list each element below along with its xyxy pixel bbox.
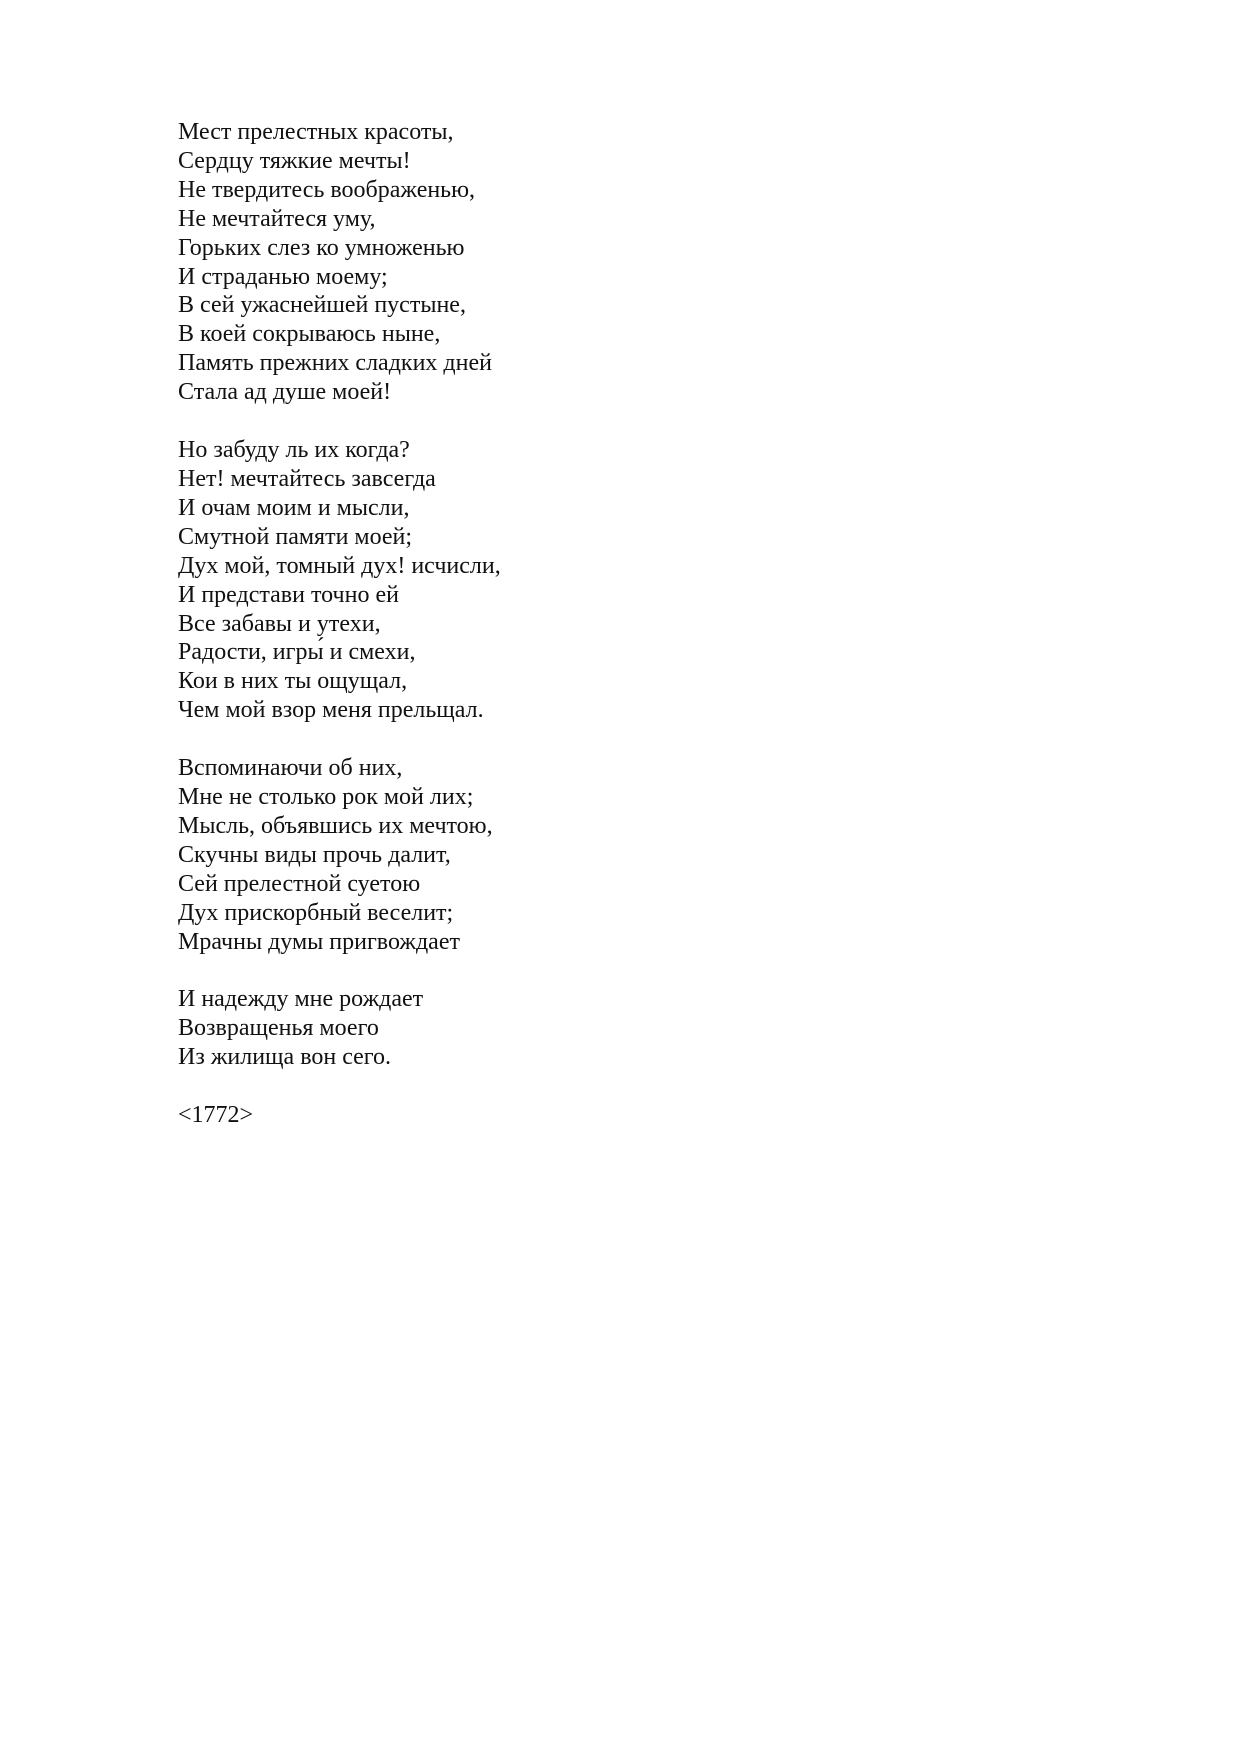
poem-date: <1772> — [178, 1102, 254, 1129]
stanza-2 — [178, 436, 501, 725]
poem-line: Не твердитесь воображенью, — [178, 176, 476, 203]
poem-line: В коей сокрываюсь ныне, — [178, 321, 441, 348]
poem-line: Смутной памяти моей; — [178, 523, 413, 550]
poem-line: И надежду мне рождает — [178, 986, 424, 1013]
poem-line: Скучны виды прочь далит, — [178, 841, 451, 868]
poem-line: Дух прискорбный веселит; — [178, 899, 454, 926]
poem-line: В сей ужаснейшей пустыне, — [178, 292, 466, 319]
poem-text — [178, 118, 501, 1130]
poem-line: Сей прелестной суетою — [178, 870, 421, 897]
poem-line: Горьких слез ко умноженью — [178, 234, 465, 261]
poem-line: Чем мой взор меня прельщал. — [178, 697, 484, 724]
poem-line: Сердцу тяжкие мечты! — [178, 147, 411, 174]
poem-line: Радости, игры́ и смехи, — [178, 639, 416, 666]
poem-line: Вспоминаючи об них, — [178, 755, 403, 782]
poem-line: Мрачны думы пригвождает — [178, 928, 460, 955]
poem-line: Все забавы и утехи, — [178, 610, 381, 637]
poem-line: Мысль, объявшись их мечтою, — [178, 812, 493, 839]
poem-line: И представи точно ей — [178, 581, 399, 608]
poem-line: Мест прелестных красоты, — [178, 119, 454, 145]
stanza-4 — [178, 985, 501, 1072]
poem-line: Из жилища вон сего. — [178, 1044, 392, 1071]
poem-line: Нет! мечтайтесь завсегда — [178, 465, 436, 492]
stanza-3 — [178, 754, 501, 956]
poem-line: Возвращенья моего — [178, 1015, 379, 1042]
poem-line: Но забуду ль их когда? — [178, 437, 410, 464]
poem-line: Не мечтайтеся уму, — [178, 205, 376, 232]
poem-line: И страданью моему; — [178, 263, 388, 290]
poem-line: Кои в них ты ощущал, — [178, 668, 408, 695]
poem-line: Память прежних сладких дней — [178, 350, 492, 377]
poem-line: Дух мой, томный дух! исчисли, — [178, 552, 501, 579]
stanza-1 — [178, 118, 501, 407]
poem-line: Мне не столько рок мой лих; — [178, 784, 474, 811]
poem-line: Стала ад душе моей! — [178, 379, 392, 406]
poem-line: И очам моим и мысли, — [178, 494, 410, 521]
